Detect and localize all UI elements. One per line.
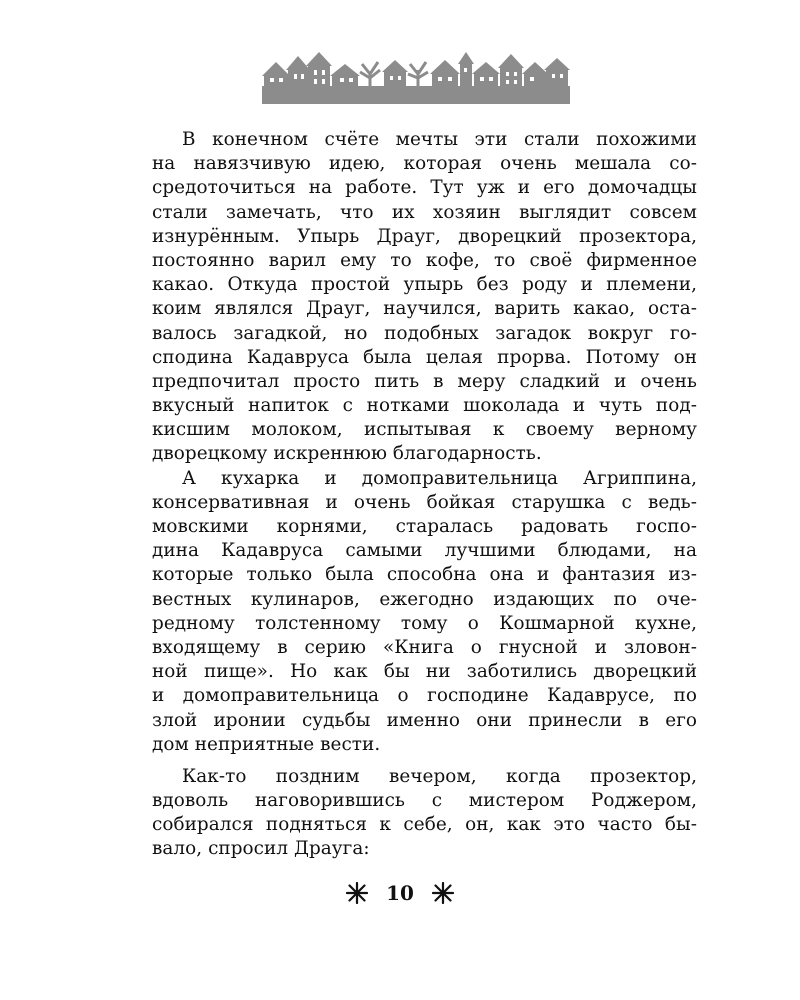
paragraph (152, 765, 697, 862)
text-line: В конечном счёте мечты эти стали похожими (182, 129, 697, 150)
text-line: какао. Откуда простой упырь без роду и племени, (152, 274, 697, 296)
body-text (152, 128, 697, 862)
text-line: редному толстенному тому о Кошмарной кухне, (152, 612, 697, 634)
text-line: входящему в серию «Книга о гнусной и зловон- (152, 636, 697, 658)
text-line: дом неприятные вести. (152, 733, 381, 755)
text-line: коим являлся Драуг, научился, варить какао, оста- (152, 298, 697, 320)
paragraph (152, 128, 697, 467)
text-line: предпочитал просто пить в меру сладкий и очень (152, 370, 697, 392)
text-line: мовскими корнями, старалась радовать госпо- (152, 516, 697, 537)
text-line: злой иронии судьбы именно они принесли в его (152, 709, 697, 731)
text-line: дина Кадавруса самыми лучшими блюдами, на (152, 540, 697, 562)
text-line: вало, спросил Драуга: (152, 838, 370, 860)
text-line: стали замечать, что их хозяин выглядит совсем (152, 201, 697, 223)
text-line: дворецкому искреннюю благодарность. (152, 443, 542, 465)
text-line: на навязчивую идею, которая очень мешала со- (152, 153, 697, 175)
star-icon (432, 882, 454, 904)
text-line: кисшим молоком, испытывая к своему верному (152, 419, 697, 441)
text-line: вкусный напиток с нотками шоколада и чуть под- (152, 395, 697, 417)
text-line: А кухарка и домоправительница Агриппина, (182, 467, 697, 489)
text-line: вестных кулинаров, ежегодно издающих по оче- (152, 588, 697, 610)
paragraph (152, 467, 697, 757)
text-line: собирался подняться к себе, он, как это часто бы- (152, 814, 697, 836)
page-footer (0, 876, 800, 910)
text-line: изнурённым. Упырь Драуг, дворецкий прозектора, (152, 225, 697, 247)
paragraph-gap (152, 757, 697, 765)
text-line: сподина Кадавруса была целая прорва. Потому он (152, 346, 697, 368)
text-line: ной пище». Но как бы ни заботились дворецкий (152, 661, 697, 683)
text-line: и домоправительница о господине Кадаврусе, по (152, 685, 697, 707)
page-number: 10 (386, 881, 414, 905)
town-silhouette-icon (262, 52, 570, 104)
star-icon (346, 882, 368, 904)
text-line: вдоволь наговорившись с мистером Роджером, (152, 790, 697, 812)
text-line: консервативная и очень бойкая старушка с ведь- (152, 491, 697, 513)
text-line: средоточиться на работе. Тут уж и его домочадцы (152, 177, 697, 199)
text-line: которые только была способна она и фантазия из- (152, 564, 697, 586)
text-line: Как-то поздним вечером, когда прозектор, (182, 765, 697, 787)
text-line: постоянно варил ему то кофе, то своё фирменное (152, 249, 697, 271)
text-line: валось загадкой, но подобных загадок вокруг го- (152, 322, 697, 344)
